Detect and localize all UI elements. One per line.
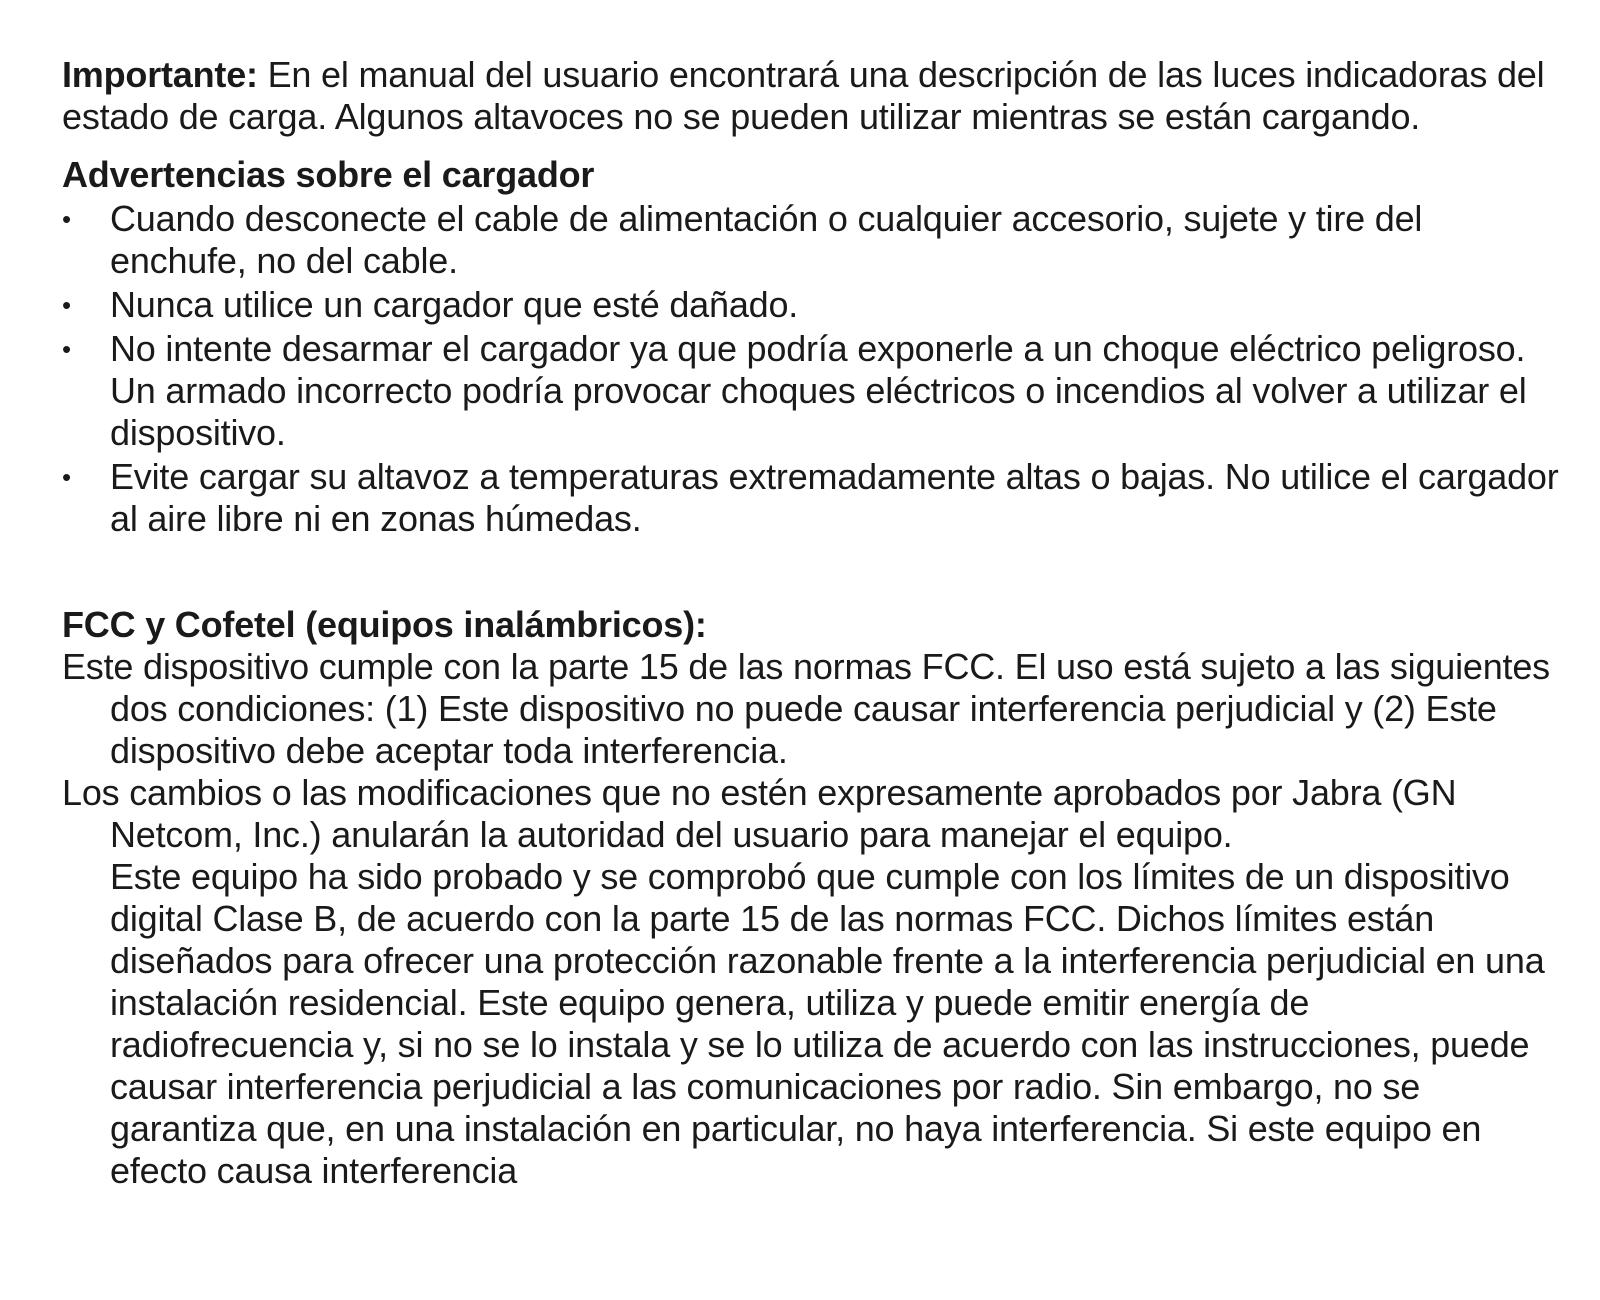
- important-note: [62, 54, 1560, 138]
- fcc-paragraph-1: Este dispositivo cumple con la parte 15 de las normas FCC. El uso está sujeto a las siguientes dos condiciones: (1) Este dispositivo no puede causar interferencia perjudicial y (2) Este dispositivo debe aceptar toda interferencia.: [62, 646, 1550, 771]
- fcc-heading: FCC y Cofetel (equipos inalámbricos):: [62, 604, 707, 645]
- charger-warnings-list: [62, 198, 1560, 540]
- section-spacer: [62, 542, 1560, 604]
- list-item-text: No intente desarmar el cargador ya que podría exponerle a un choque eléctrico peligroso. Un armado incorrecto podría provocar choques eléctricos o incendios al volver a utilizar el dispositivo.: [110, 328, 1527, 453]
- list-item: [62, 198, 1560, 282]
- list-item: [62, 284, 1560, 326]
- list-item-text: Evite cargar su altavoz a temperaturas extremadamente altas o bajas. No utilice el cargador al aire libre ni en zonas húmedas.: [110, 456, 1559, 539]
- fcc-paragraph-2: [62, 772, 1560, 1192]
- list-item-text: Cuando desconecte el cable de alimentación o cualquier accesorio, sujete y tire del enchufe, no del cable.: [110, 198, 1423, 281]
- bullet-icon: •: [62, 462, 71, 492]
- list-item: [62, 328, 1560, 454]
- bullet-icon: •: [62, 334, 71, 364]
- bullet-icon: •: [62, 204, 71, 234]
- list-item: [62, 456, 1560, 540]
- fcc-paragraph-2-continuation: Este equipo ha sido probado y se comprobó que cumple con los límites de un dispositivo digital Clase B, de acuerdo con la parte 15 de las normas FCC. Dichos límites están diseñados para ofrecer una protección razonable frente a la interferencia perjudicial en una instalación residencial. Este equipo genera, utiliza y puede emitir energía de radiofrecuencia y, si no se lo instala y se lo utiliza de acuerdo con las instrucciones, puede causar interferencia perjudicial a las comunicaciones por radio. Sin embargo, no se garantiza que, en una instalación en particular, no haya interferencia. Si este equipo en efecto causa interferencia: [110, 856, 1545, 1191]
- charger-warnings-heading: Advertencias sobre el cargador: [62, 154, 595, 195]
- important-label: Importante:: [62, 54, 258, 95]
- bullet-icon: •: [62, 290, 71, 320]
- important-text: En el manual del usuario encontrará una descripción de las luces indicadoras del estado de carga. Algunos altavoces no se pueden utilizar mientras se están cargando.: [62, 54, 1545, 137]
- fcc-paragraph-2-text: Los cambios o las modificaciones que no estén expresamente aprobados por Jabra (GN Netcom, Inc.) anularán la autoridad del usuario para manejar el equipo.: [62, 772, 1457, 855]
- list-item-text: Nunca utilice un cargador que esté dañado.: [110, 284, 799, 325]
